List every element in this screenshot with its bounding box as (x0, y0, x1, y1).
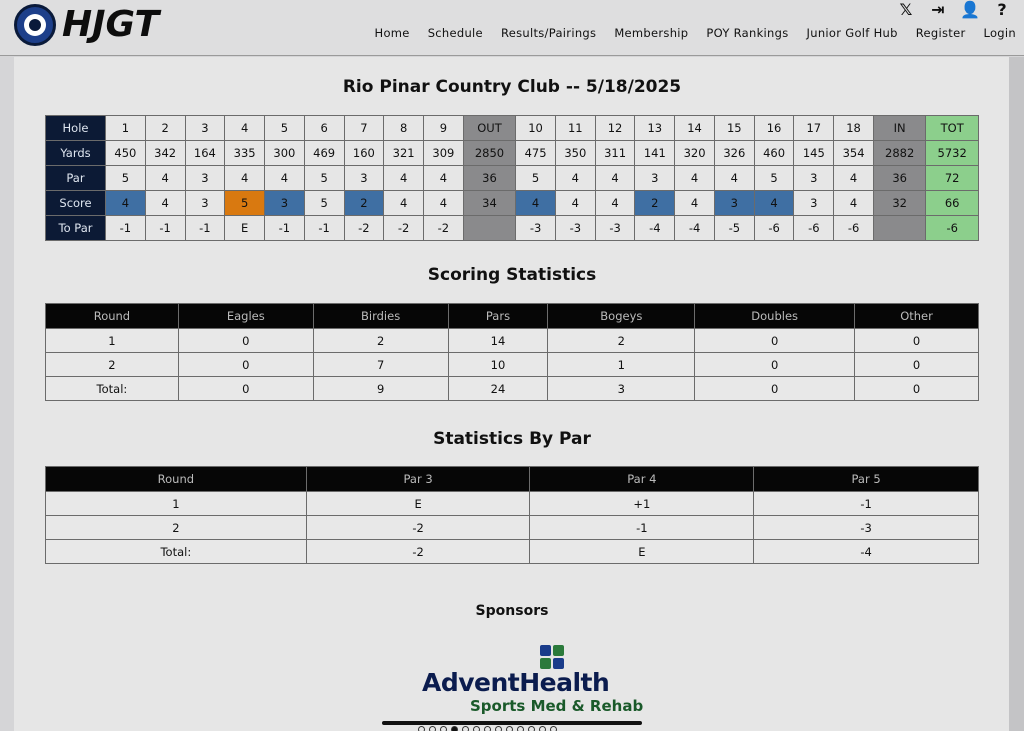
scorecard-cell: 4 (424, 166, 464, 191)
nav-results-pairings[interactable]: Results/Pairings (500, 26, 597, 40)
help-icon[interactable]: ? (997, 0, 1007, 19)
nav-register[interactable]: Register (915, 26, 966, 40)
scorecard-cell: 1 (106, 116, 146, 141)
scoring-stats-cell: 0 (178, 329, 313, 353)
scorecard-cell: 4 (384, 166, 424, 191)
scorecard-cell: 460 (754, 141, 794, 166)
par-stats-header: Round (46, 467, 307, 492)
scorecard-cell: 160 (344, 141, 384, 166)
scorecard-cell: -2 (344, 216, 384, 241)
table-row (46, 353, 979, 377)
scorecard-cell: 4 (225, 166, 265, 191)
scorecard-label: Score (46, 191, 106, 216)
scorecard-cell: -5 (714, 216, 754, 241)
table-row (46, 329, 979, 353)
scoring-stats-cell: 1 (46, 329, 179, 353)
scoring-stats-header: Pars (448, 304, 548, 329)
scorecard-row-holes (46, 116, 979, 141)
par-stats-cell: -2 (306, 540, 530, 564)
scorecard-cell: 145 (794, 141, 834, 166)
scoring-stats-cell: 0 (695, 377, 855, 401)
scorecard-cell: 300 (265, 141, 305, 166)
brand-name: HJGT (62, 4, 159, 45)
scoring-stats-cell: 3 (548, 377, 695, 401)
scorecard-cell: 335 (225, 141, 265, 166)
scorecard-cell: 326 (714, 141, 754, 166)
scorecard-cell: 350 (555, 141, 595, 166)
right-gutter (1009, 57, 1024, 731)
par-stats-cell: -2 (306, 516, 530, 540)
scoring-stats-cell: 14 (448, 329, 548, 353)
par-stats-cell: E (530, 540, 754, 564)
x-icon[interactable]: 𝕏 (899, 0, 913, 19)
par-stats-header: Par 5 (754, 467, 979, 492)
scorecard-cell: 5 (304, 166, 344, 191)
scorecard-cell: 3 (185, 116, 225, 141)
table-row (46, 492, 979, 516)
scoring-stats-cell: 0 (855, 353, 979, 377)
table-row (46, 540, 979, 564)
scorecard-cell: 5 (516, 166, 556, 191)
scorecard-label: Par (46, 166, 106, 191)
carousel-dot[interactable] (484, 726, 491, 731)
scorecard-cell: 7 (344, 116, 384, 141)
scorecard-cell: 5 (265, 116, 305, 141)
nav-schedule[interactable]: Schedule (427, 26, 483, 40)
scorecard-row-to_par (46, 216, 979, 241)
par-stats-title: Statistics By Par (433, 429, 591, 449)
scoring-stats-cell: 24 (448, 377, 548, 401)
scoring-stats-cell: 2 (46, 353, 179, 377)
scorecard-cell: 3 (635, 166, 675, 191)
site-header (0, 0, 1024, 56)
scorecard-cell: 5 (304, 191, 344, 216)
par-stats-cell: -1 (754, 492, 979, 516)
nav-home[interactable]: Home (374, 26, 410, 40)
carousel-dot[interactable] (451, 726, 458, 731)
scorecard-cell: 4 (675, 166, 715, 191)
nav-login[interactable]: Login (983, 26, 1016, 40)
scorecard-cell: 3 (185, 166, 225, 191)
scorecard-cell: -3 (555, 216, 595, 241)
scorecard-label: Yards (46, 141, 106, 166)
scorecard-cell: 13 (635, 116, 675, 141)
scorecard-cell: 4 (516, 191, 556, 216)
carousel-bar (382, 721, 642, 725)
scoring-stats-header: Doubles (695, 304, 855, 329)
nav-membership[interactable]: Membership (614, 26, 689, 40)
scorecard-cell: -1 (265, 216, 305, 241)
scorecard-label: Hole (46, 116, 106, 141)
scorecard-cell: -1 (145, 216, 185, 241)
scoring-stats-cell: 0 (695, 329, 855, 353)
scorecard-cell: 342 (145, 141, 185, 166)
scorecard-cell: -4 (635, 216, 675, 241)
scorecard-cell: -6 (794, 216, 834, 241)
sponsor-subtitle: Sports Med & Rehab (470, 697, 644, 715)
scoring-stats-cell: 0 (695, 353, 855, 377)
carousel-dot[interactable] (473, 726, 480, 731)
scorecard-cell: 36 (463, 166, 515, 191)
scorecard-cell: 16 (754, 116, 794, 141)
scorecard-cell: 6 (304, 116, 344, 141)
sponsor-name: AdventHealth (422, 668, 610, 697)
scorecard-cell: 34 (463, 191, 515, 216)
carousel-dot[interactable] (550, 726, 557, 731)
scorecard-cell: 5732 (926, 141, 979, 166)
scoring-stats-cell: 1 (548, 353, 695, 377)
scoring-stats-cell: 9 (313, 377, 448, 401)
scorecard-cell: 5 (754, 166, 794, 191)
scorecard-cell: 141 (635, 141, 675, 166)
scorecard-cell: 2 (344, 191, 384, 216)
scoring-stats-cell: 0 (178, 377, 313, 401)
table-row (46, 516, 979, 540)
carousel-dot[interactable] (495, 726, 502, 731)
scorecard-cell: -2 (384, 216, 424, 241)
scorecard-cell: 15 (714, 116, 754, 141)
scorecard-cell: 5 (225, 191, 265, 216)
scoring-stats-cell: 2 (548, 329, 695, 353)
scorecard-cell: 4 (595, 166, 635, 191)
scorecard-cell: 4 (225, 116, 265, 141)
par-stats-header: Par 3 (306, 467, 530, 492)
scoring-stats-header: Birdies (313, 304, 448, 329)
scorecard-cell: 2 (145, 116, 185, 141)
page-title: Rio Pinar Country Club -- 5/18/2025 (342, 77, 682, 97)
scoring-stats-cell: 7 (313, 353, 448, 377)
scorecard-cell: -1 (106, 216, 146, 241)
scorecard-cell: 475 (516, 141, 556, 166)
scoring-stats-cell: 0 (855, 329, 979, 353)
scorecard-cell: 3 (265, 191, 305, 216)
scorecard-cell: 469 (304, 141, 344, 166)
scorecard-row-score (46, 191, 979, 216)
scorecard-cell: 3 (794, 191, 834, 216)
scorecard-cell: 321 (384, 141, 424, 166)
scorecard-cell: 18 (834, 116, 874, 141)
scorecard-cell: 4 (265, 166, 305, 191)
scoring-stats-header: Eagles (178, 304, 313, 329)
add-user-icon[interactable]: 👤 (960, 0, 980, 19)
scorecard-cell: 2 (635, 191, 675, 216)
scorecard-cell: 17 (794, 116, 834, 141)
login-arrow-icon[interactable]: ⇥ (931, 0, 945, 19)
carousel-dot[interactable] (429, 726, 436, 731)
scorecard-cell: 4 (754, 191, 794, 216)
scorecard-cell: -2 (424, 216, 464, 241)
scoring-stats-cell: 0 (178, 353, 313, 377)
scoring-stats-table (45, 303, 979, 401)
scorecard-cell: -6 (754, 216, 794, 241)
scorecard-cell: 4 (834, 166, 874, 191)
site-logo[interactable] (14, 4, 159, 46)
scorecard-cell: 4 (145, 166, 185, 191)
scorecard-cell: OUT (463, 116, 515, 141)
scorecard-cell: 3 (185, 191, 225, 216)
scoring-stats-cell: Total: (46, 377, 179, 401)
sponsors-title: Sponsors (475, 603, 549, 619)
par-stats-cell: 1 (46, 492, 307, 516)
scorecard-cell: 309 (424, 141, 464, 166)
carousel-dot[interactable] (506, 726, 513, 731)
carousel-dot[interactable] (528, 726, 535, 731)
scorecard-cell: 4 (555, 191, 595, 216)
scorecard-cell: E (225, 216, 265, 241)
scorecard-cell: TOT (926, 116, 979, 141)
scorecard-cell: 72 (926, 166, 979, 191)
scorecard-cell: 10 (516, 116, 556, 141)
scorecard-cell: 3 (714, 191, 754, 216)
scorecard-cell: 450 (106, 141, 146, 166)
scorecard-cell: -4 (675, 216, 715, 241)
scoring-stats-title: Scoring Statistics (427, 265, 597, 285)
carousel-dots (418, 726, 557, 731)
scorecard-cell: 2882 (873, 141, 925, 166)
scoring-stats-header: Other (855, 304, 979, 329)
scorecard-cell: IN (873, 116, 925, 141)
par-stats-header: Par 4 (530, 467, 754, 492)
scorecard-cell: 12 (595, 116, 635, 141)
scoring-stats-cell: 2 (313, 329, 448, 353)
scorecard-cell: 354 (834, 141, 874, 166)
scorecard-cell: -6 (926, 216, 979, 241)
scoring-stats-cell: 10 (448, 353, 548, 377)
carousel-dot[interactable] (440, 726, 447, 731)
scorecard-cell: 14 (675, 116, 715, 141)
scorecard-cell: 66 (926, 191, 979, 216)
scorecard-cell: 11 (555, 116, 595, 141)
main-nav (357, 26, 1016, 40)
scorecard-cell: 4 (424, 191, 464, 216)
par-stats-cell: -4 (754, 540, 979, 564)
carousel-dot[interactable] (539, 726, 546, 731)
scorecard-cell: 4 (145, 191, 185, 216)
par-stats-table (45, 466, 979, 564)
scorecard-cell: 36 (873, 166, 925, 191)
par-stats-cell: -1 (530, 516, 754, 540)
par-stats-cell: -3 (754, 516, 979, 540)
carousel-dot[interactable] (517, 726, 524, 731)
scorecard-cell: 164 (185, 141, 225, 166)
scorecard-table (45, 115, 979, 241)
scorecard-cell: 4 (555, 166, 595, 191)
scorecard-cell: -1 (185, 216, 225, 241)
scoring-stats-header: Round (46, 304, 179, 329)
scoring-stats-cell: 0 (855, 377, 979, 401)
scorecard-cell: 4 (384, 191, 424, 216)
scorecard-row-yards (46, 141, 979, 166)
scorecard-label: To Par (46, 216, 106, 241)
par-stats-cell: +1 (530, 492, 754, 516)
scoring-stats-header: Bogeys (548, 304, 695, 329)
scorecard-cell: 4 (714, 166, 754, 191)
scorecard-row-par (46, 166, 979, 191)
scorecard-cell: 4 (595, 191, 635, 216)
par-stats-cell: Total: (46, 540, 307, 564)
table-row (46, 377, 979, 401)
scorecard-cell: 5 (106, 166, 146, 191)
scorecard-cell: 320 (675, 141, 715, 166)
carousel-dot[interactable] (462, 726, 469, 731)
scorecard-cell: -1 (304, 216, 344, 241)
nav-junior-golf-hub[interactable]: Junior Golf Hub (806, 26, 898, 40)
scorecard-cell: 4 (834, 191, 874, 216)
nav-poy-rankings[interactable]: POY Rankings (706, 26, 789, 40)
scorecard-cell: -6 (834, 216, 874, 241)
scorecard-cell (463, 216, 515, 241)
scorecard-cell: 311 (595, 141, 635, 166)
scorecard-cell: 2850 (463, 141, 515, 166)
logo-mark-icon (14, 4, 56, 46)
scorecard-cell (873, 216, 925, 241)
scorecard-cell: 32 (873, 191, 925, 216)
scorecard-cell: 8 (384, 116, 424, 141)
scorecard-cell: 9 (424, 116, 464, 141)
scorecard-cell: 3 (794, 166, 834, 191)
carousel-dot[interactable] (418, 726, 425, 731)
scorecard-cell: 4 (106, 191, 146, 216)
par-stats-cell: 2 (46, 516, 307, 540)
scorecard-cell: -3 (595, 216, 635, 241)
par-stats-cell: E (306, 492, 530, 516)
header-icons (888, 0, 1016, 19)
scorecard-cell: 3 (344, 166, 384, 191)
scorecard-cell: 4 (675, 191, 715, 216)
scorecard-cell: -3 (516, 216, 556, 241)
